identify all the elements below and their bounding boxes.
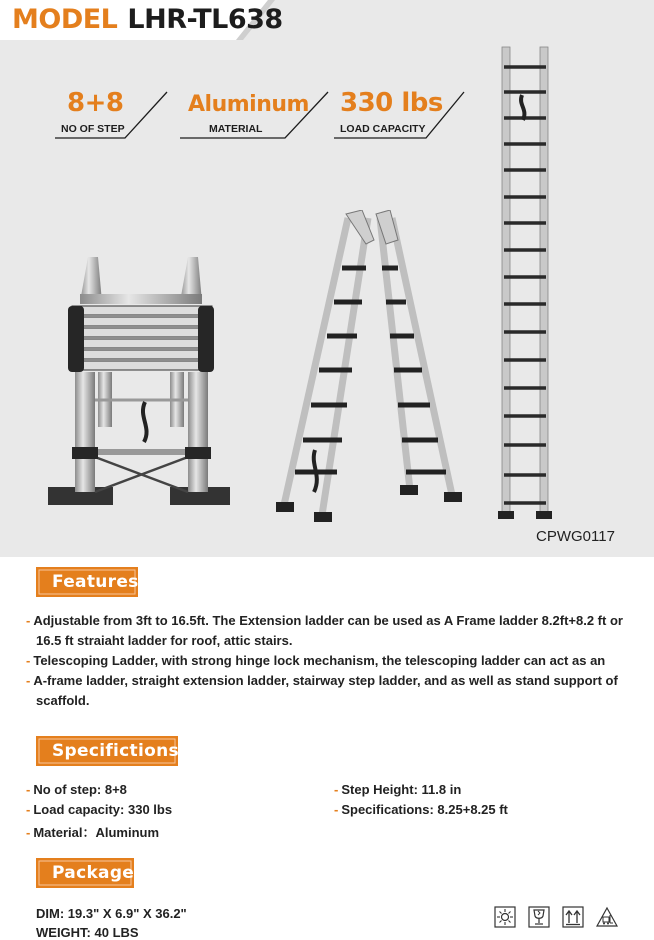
stat-steps-value: 8+8: [67, 88, 124, 118]
stat-load: [334, 88, 469, 138]
feature-bullet: -: [26, 613, 31, 628]
stat-steps: [55, 88, 165, 138]
feature-bullet: -: [26, 653, 31, 668]
stat-material: [180, 88, 330, 138]
fragile-icon: [528, 906, 550, 928]
feature-line: [36, 631, 292, 651]
this-way-up-icon: [562, 906, 584, 928]
package-title: Package: [52, 863, 135, 883]
spec-text: Step Height: 11.8 in: [341, 782, 462, 797]
product-code: CPWG0117: [536, 528, 615, 545]
feature-text: scaffold.: [36, 693, 90, 708]
package-heading: [36, 858, 140, 890]
stat-load-label: LOAD CAPACITY: [340, 123, 426, 135]
feature-text: Adjustable from 3ft to 16.5ft. The Extension ladder can be used as A Frame ladder 8.2ft+8.2 ft or: [33, 613, 623, 628]
stat-material-value: Aluminum: [188, 92, 309, 117]
ladder-a-frame-image: [270, 210, 470, 530]
package-weight: WEIGHT: 40 LBS: [36, 925, 139, 940]
feature-bullet: -: [26, 673, 31, 688]
feature-line: [26, 671, 618, 691]
model-number: LHR-TL638: [127, 4, 283, 35]
feature-line: [26, 611, 623, 631]
feature-line: [36, 691, 89, 711]
features-heading: [36, 567, 144, 599]
model-title: [12, 4, 283, 35]
stat-steps-label: NO OF STEP: [61, 123, 125, 135]
feature-text: 16.5 ft straiaht ladder for roof, attic stairs.: [36, 633, 293, 648]
specifications-title: Specifictions: [52, 741, 179, 761]
model-label: MODEL: [12, 4, 118, 35]
spec-item: - No of step: 8+8: [26, 782, 127, 797]
spec-text: Load capacity: 330 lbs: [33, 802, 173, 817]
ladder-straight-image: [490, 45, 560, 520]
spec-text: Material：Aluminum: [33, 825, 160, 840]
spec-item: - Step Height: 11.8 in: [334, 782, 462, 797]
spec-item: - Load capacity: 330 lbs: [26, 802, 173, 817]
keep-away-from-sun-icon: [494, 906, 516, 928]
package-dimensions: DIM: 19.3" X 6.9" X 36.2": [36, 906, 187, 921]
spec-item: - Material：Aluminum: [26, 825, 160, 840]
feature-text: A-frame ladder, straight extension ladder, stairway step ladder, and as well as stand support of: [33, 673, 618, 688]
no-forklift-icon: [596, 906, 618, 928]
stat-material-label: MATERIAL: [209, 123, 263, 135]
feature-text: Telescoping Ladder, with strong hinge lock mechanism, the telescoping ladder can act as an: [33, 653, 606, 668]
spec-item: - Specifications: 8.25+8.25 ft: [334, 802, 508, 817]
ladder-folded-image: [40, 252, 240, 522]
feature-line: [26, 651, 605, 671]
specifications-heading: [36, 736, 184, 768]
spec-text: No of step: 8+8: [33, 782, 127, 797]
stat-load-value: 330 lbs: [340, 88, 443, 118]
features-title: Features: [52, 572, 139, 592]
spec-text: Specifications: 8.25+8.25 ft: [341, 802, 508, 817]
